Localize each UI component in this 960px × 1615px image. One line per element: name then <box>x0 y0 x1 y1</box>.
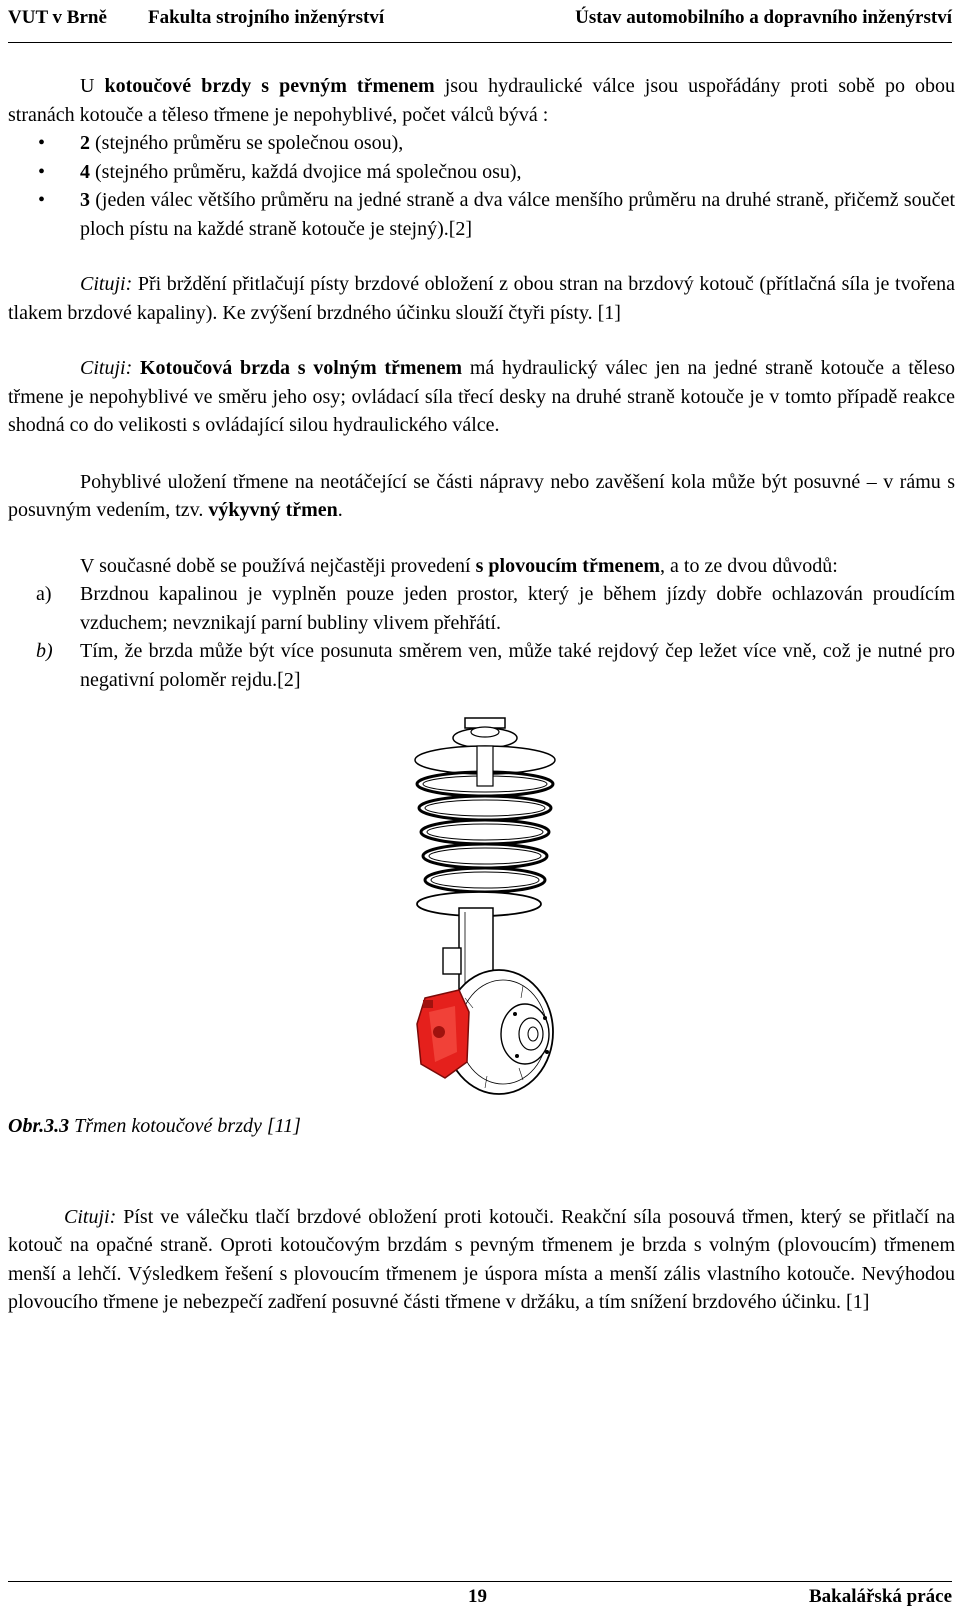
page-body <box>8 72 955 1317</box>
bullet-icon: • <box>38 160 46 183</box>
quote-paragraph: Cituji: Píst ve válečku tlačí brzdové obložení proti kotouči. Reakční síla posouvá třmen, který se přitlačí na kotouč na opačné straně. Oproti kotoučovým brzdám s pevným třmenem je brzda s volným (plovoucím) třmenem menší a lehčí. Výsledkem řešení s plovoucím třmenem je úspora místa a menší zális vlastního kotouče. Nevýhodou plovoucího třmene je nebezpečí zadření posuvné části třmene v držáku, a tím snížení brzdového účinku. [1] <box>8 1205 955 1313</box>
list-marker: a) <box>36 583 52 605</box>
cylinder-count-list <box>8 129 955 243</box>
page-header <box>8 3 952 37</box>
list-item: a) Brzdnou kapalinou je vyplněn pouze jeden prostor, který je během jízdy dobře ochlazován proudícím vzduchem; nevznikají parní bubliny vlivem přehřátí. <box>8 580 955 637</box>
paragraph-fixed-caliper: U kotoučové brzdy s pevným třmenem jsou hydraulické válce jsou uspořádány proti sobě po obou stranách kotouče a těleso třmene je nepohyblivé, počet válců bývá : <box>8 75 955 126</box>
header-university: VUT v Brně <box>8 7 107 28</box>
term-swing-caliper: výkyvný třmen <box>208 499 338 521</box>
header-rule <box>8 42 952 43</box>
figure-caption: Obr.3.3 Třmen kotoučové brzdy [11] <box>8 1115 301 1137</box>
quote-paragraph: Cituji: Kotoučová brzda s volným třmenem má hydraulický válec jen na jedné straně kotouče a těleso třmene je nepohyblivé ve směru jeho osy; ovládací síla třecí desky na druhé straně kotouče je v tomto případě reakce shodná co do velikosti s ovládající silou hydraulického válce. <box>8 357 955 436</box>
quote-label: Cituji: <box>64 1205 117 1228</box>
strut-caliper-drawing <box>403 712 573 1104</box>
header-institute: Ústav automobilního a dopravního inženýrství <box>575 7 952 28</box>
list-item: b) Tím, že brzda může být více posunuta směrem ven, může také rejdový čep ležet více vně, což je nutné pro negativní poloměr rejdu.[2] <box>8 637 955 694</box>
list-item: • 2 (stejného průměru se společnou osou), <box>8 129 955 158</box>
bullet-icon: • <box>38 132 46 154</box>
page-number: 19 <box>468 1586 487 1607</box>
quote-label: Cituji: <box>80 273 133 295</box>
reasons-list <box>8 580 955 694</box>
list-item: • 4 (stejného průměru, každá dvojice má společnou osu), <box>8 158 955 187</box>
footer-thesis-type: Bakalářská práce <box>808 1586 952 1607</box>
list-marker: b) <box>36 640 53 662</box>
footer-rule <box>8 1581 952 1582</box>
quote-paragraph: Cituji: Při brždění přitlačují písty brzdové obložení z obou stran na brzdový kotouč (přítlačná síla je tvořena tlakem brzdové kapaliny). Ke zvýšení brzdného účinku slouží čtyři písty. [1] <box>8 273 955 324</box>
paragraph-swing-caliper: Pohyblivé uložení třmene na neotáčející se části nápravy nebo zavěšení kola může být posuvné – v rámu s posuvným vedením, tzv. výkyvný třmen. <box>8 470 955 521</box>
term-floating-caliper: Kotoučová brzda s volným třmenem <box>140 357 463 379</box>
term-floating: s plovoucím třmenem <box>475 554 661 577</box>
quote-label: Cituji: <box>80 357 133 379</box>
bullet-icon: • <box>38 189 46 211</box>
term-fixed-caliper: kotoučové brzdy s pevným třmenem <box>104 75 435 97</box>
header-faculty: Fakulta strojního inženýrství <box>148 7 385 28</box>
figure-strut <box>8 712 955 1112</box>
paragraph-current-design: V současné době se používá nejčastěji provedení s plovoucím třmenem, a to ze dvou důvodů: <box>80 554 838 577</box>
list-item: • 3 (jeden válec většího průměru na jedné straně a dva válce menšího průměru na druhé straně, přičemž součet ploch pístu na každé straně kotouče je stejný).[2] <box>8 186 955 243</box>
